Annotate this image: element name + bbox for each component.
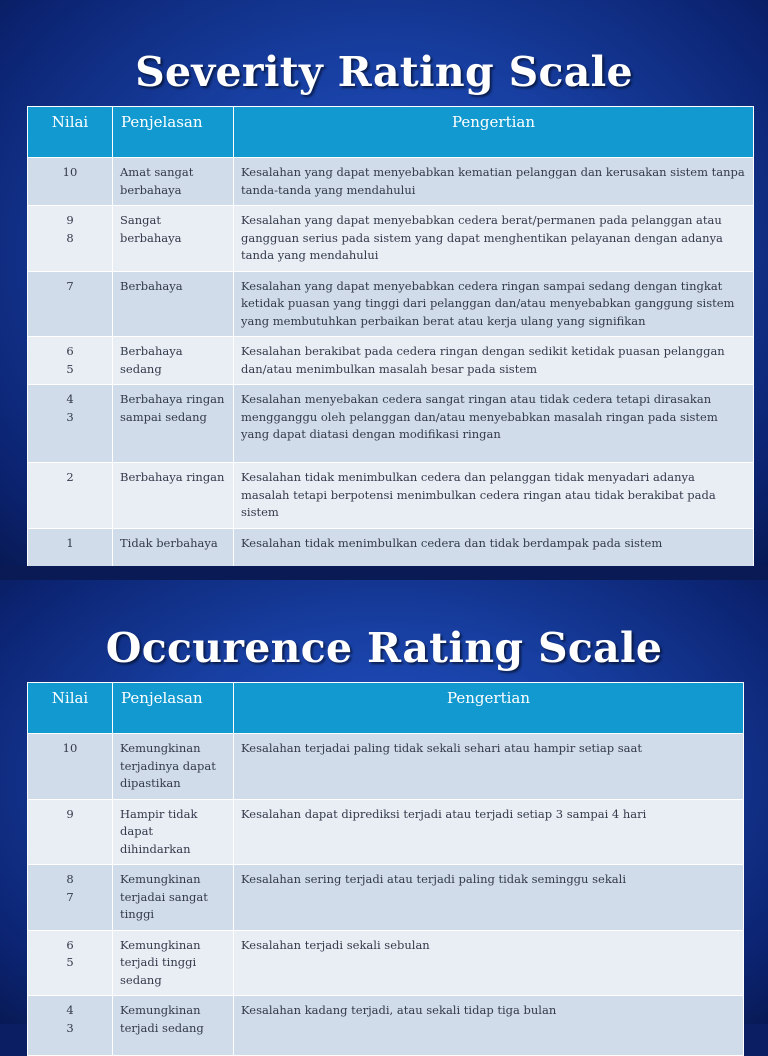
table-row (28, 385, 754, 463)
table-row (28, 996, 744, 1056)
cell-pengertian: Kesalahan tidak menimbulkan cedera dan pelanggan tidak menyadari adanya masalah tetapi berpotensi menimbulkan cedera ringan atau tidak berakibat pada sistem (234, 463, 754, 529)
table-row (28, 271, 754, 337)
cell-penjelasan: Kemungkinan terjadinya dapat dipastikan (113, 734, 234, 800)
cell-pengertian: Kesalahan yang dapat menyebabkan kematian pelanggan dan kerusakan sistem tanpa tanda-tanda yang mendahului (234, 158, 754, 206)
header-nilai: Nilai (28, 107, 113, 158)
cell-pengertian: Kesalahan yang dapat menyebabkan cedera berat/permanen pada pelanggan atau gangguan serius pada sistem yang dapat menghentikan pelayanan dengan adanya tanda yang mendahului (234, 206, 754, 272)
occurence-title: Occurence Rating Scale (105, 624, 663, 672)
cell-penjelasan: Berbahaya sedang (113, 337, 234, 385)
severity-table (27, 106, 754, 581)
table-row (28, 463, 754, 529)
cell-nilai: 2 (28, 463, 113, 529)
header-pengertian: Pengertian (234, 683, 744, 734)
cell-penjelasan: Berbahaya (113, 271, 234, 337)
table-row (28, 206, 754, 272)
cell-pengertian: Kesalahan tidak menimbulkan cedera dan tidak berdampak pada sistem (234, 528, 754, 580)
cell-pengertian: Kesalahan menyebakan cedera sangat ringan atau tidak cedera tetapi dirasakan mengganggu oleh pelanggan dan/atau menyebabkan masalah ringan pada sistem yang dapat diatasi dengan modifikasi ringan (234, 385, 754, 463)
table-row (28, 158, 754, 206)
table-header-row (28, 107, 754, 158)
cell-nilai: 4 3 (28, 996, 113, 1056)
cell-pengertian: Kesalahan terjadi sekali sebulan (234, 930, 744, 996)
cell-penjelasan: Berbahaya ringan sampai sedang (113, 385, 234, 463)
header-penjelasan: Penjelasan (113, 683, 234, 734)
cell-penjelasan: Kemungkinan terjadai sangat tinggi (113, 865, 234, 931)
cell-nilai: 9 8 (28, 206, 113, 272)
cell-nilai: 8 7 (28, 865, 113, 931)
cell-penjelasan: Hampir tidak dapat dihindarkan (113, 799, 234, 865)
cell-nilai: 6 5 (28, 930, 113, 996)
cell-pengertian: Kesalahan dapat diprediksi terjadi atau terjadi setiap 3 sampai 4 hari (234, 799, 744, 865)
header-penjelasan: Penjelasan (113, 107, 234, 158)
cell-nilai: 10 (28, 734, 113, 800)
occurence-table (27, 682, 744, 1056)
cell-penjelasan: Amat sangat berbahaya (113, 158, 234, 206)
cell-nilai: 6 5 (28, 337, 113, 385)
cell-pengertian: Kesalahan terjadai paling tidak sekali sehari atau hampir setiap saat (234, 734, 744, 800)
cell-pengertian: Kesalahan yang dapat menyebabkan cedera ringan sampai sedang dengan tingkat ketidak puasan yang tinggi dari pelanggan dan/atau menyebabkan ganggung sistem yang membutuhkan perbaikan berat atau kerja ulang yang signifikan (234, 271, 754, 337)
cell-nilai: 7 (28, 271, 113, 337)
cell-penjelasan: Kemungkinan terjadi tinggi sedang (113, 930, 234, 996)
table-header-row (28, 683, 744, 734)
cell-penjelasan: Berbahaya ringan (113, 463, 234, 529)
table-row (28, 337, 754, 385)
cell-nilai: 1 (28, 528, 113, 580)
cell-nilai: 10 (28, 158, 113, 206)
table-row (28, 799, 744, 865)
severity-title: Severity Rating Scale (135, 48, 633, 96)
cell-nilai: 4 3 (28, 385, 113, 463)
table-row (28, 865, 744, 931)
occurence-slide (0, 580, 768, 1035)
header-pengertian: Pengertian (234, 107, 754, 158)
cell-penjelasan: Tidak berbahaya (113, 528, 234, 580)
header-nilai: Nilai (28, 683, 113, 734)
cell-pengertian: Kesalahan berakibat pada cedera ringan dengan sedikit ketidak puasan pelanggan dan/atau menimbulkan masalah besar pada sistem (234, 337, 754, 385)
cell-penjelasan: Kemungkinan terjadi sedang (113, 996, 234, 1056)
slide-separator (0, 566, 768, 580)
cell-pengertian: Kesalahan kadang terjadi, atau sekali tidap tiga bulan (234, 996, 744, 1056)
table-row (28, 734, 744, 800)
cell-penjelasan: Sangat berbahaya (113, 206, 234, 272)
cell-nilai: 9 (28, 799, 113, 865)
cell-pengertian: Kesalahan sering terjadi atau terjadi paling tidak seminggu sekali (234, 865, 744, 931)
table-row (28, 930, 744, 996)
